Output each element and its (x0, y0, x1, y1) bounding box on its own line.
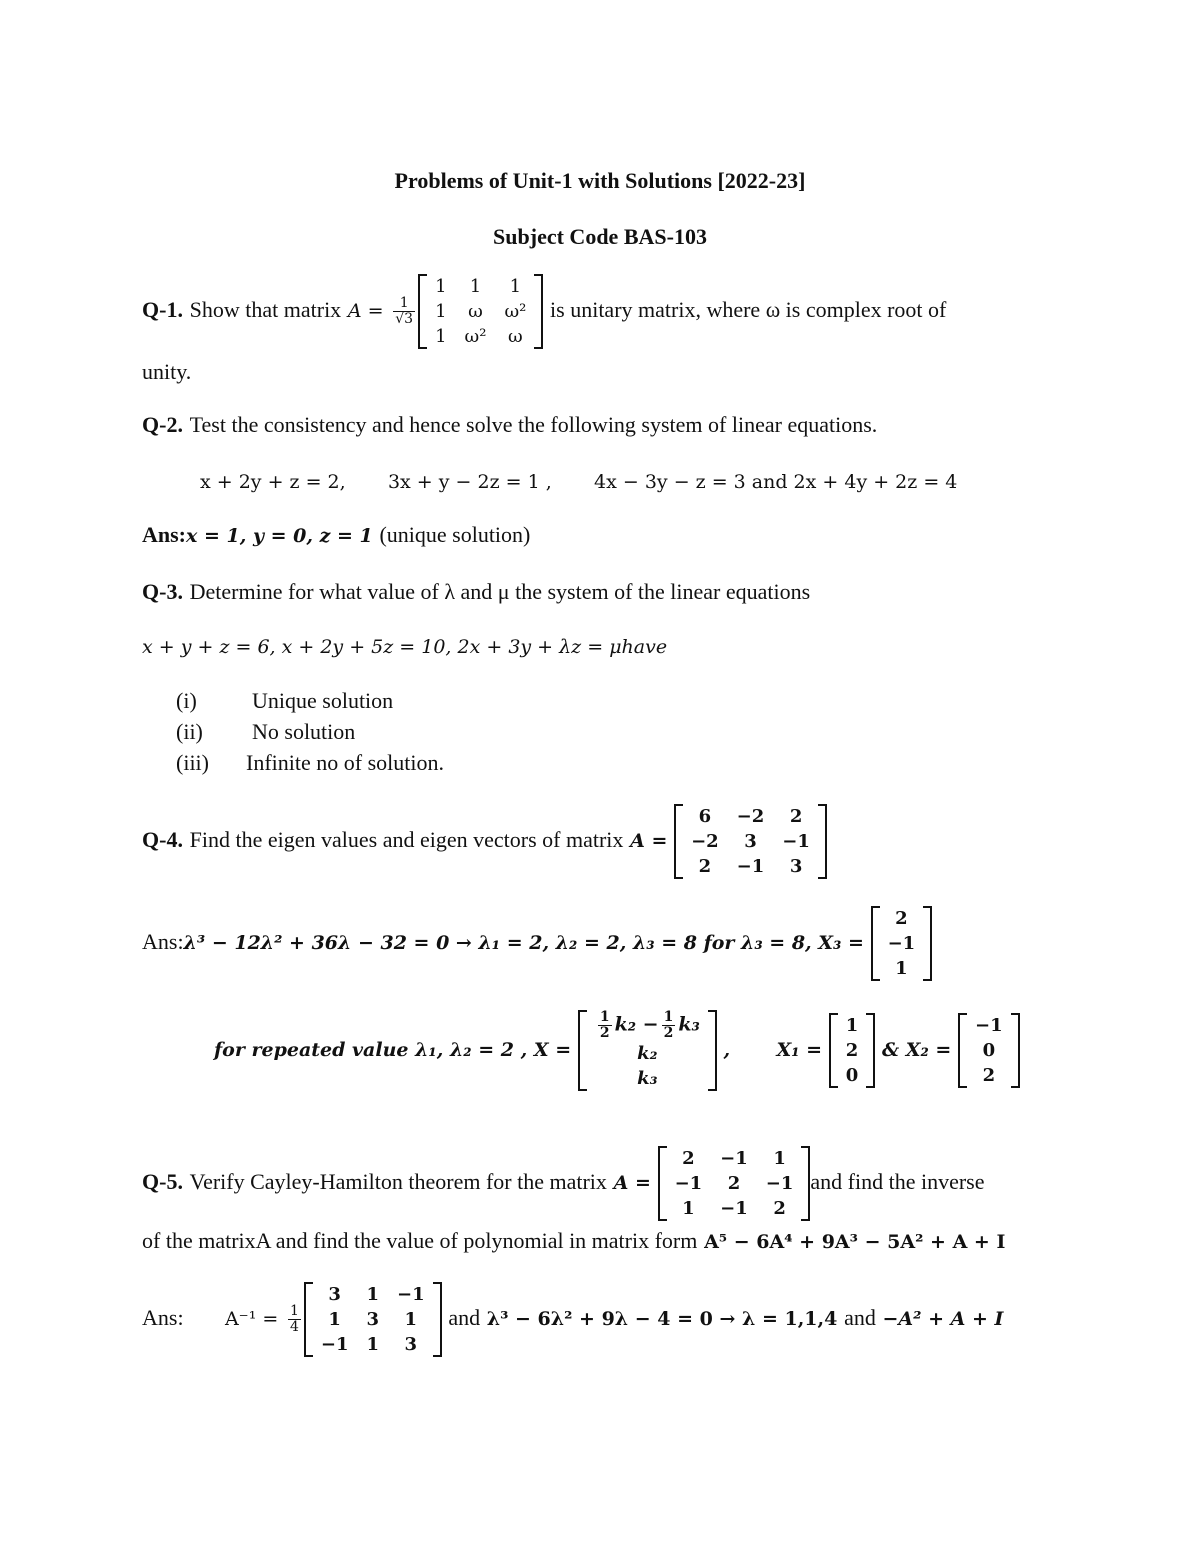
q4-repeated-text: for repeated value λ₁, λ₂ = 2 , X = (214, 1039, 572, 1061)
q4-repeated (214, 1010, 1020, 1091)
question-3 (142, 579, 810, 605)
q2-answer (142, 522, 530, 549)
q2-ans-math: x = 1, y = 0, z = 1 (186, 525, 373, 547)
q2-ans-label: Ans: (142, 522, 187, 547)
subject-code: Subject Code BAS-103 (493, 224, 707, 249)
q3-option-3-text: Infinite no of solution. (246, 750, 444, 775)
q2-equations: x + 2y + z = 2, 3x + y − 2z = 1 , 4x − 3y − z = 3 and 2x + 4y + 2z = 4 (200, 471, 958, 493)
q3-text: Determine for what value of λ and μ the system of the linear equations (189, 579, 811, 604)
q1-label: Q-1. (142, 297, 183, 322)
q3-option-2-num: (ii) (176, 719, 203, 744)
question-4 (142, 804, 827, 879)
q5-ans-and: and (448, 1305, 481, 1330)
q5-ans-equation: λ³ − 6λ² + 9λ − 4 = 0 → λ = 1,1,4 (486, 1308, 838, 1330)
q4-matrix: 6 −2 2 −2 3 −1 2 −1 3 (674, 804, 827, 879)
q1-factor: $\frac{1}{√3}$ (395, 295, 414, 327)
q5-polynomial-line (142, 1228, 1005, 1255)
q1-text-c: unity. (142, 359, 192, 384)
q2-text: Test the consistency and hence solve the following system of linear equations. (189, 412, 878, 437)
question-5 (142, 1146, 985, 1221)
q3-equations: x + y + z = 6, x + 2y + 5z = 10, 2x + 3y + λz = μhave (142, 636, 668, 658)
q5-text-c: of the matrixA and find the value of polynomial in matrix form (142, 1228, 698, 1253)
q3-option-2-text: No solution (252, 719, 356, 744)
q4-x-general-vector: $\frac{1}{2}$ k₂ − $\frac{1}{2}$ k₃ k₂ k₃ (578, 1010, 717, 1091)
q5-inverse-matrix: 3 1 −1 1 3 1 −1 1 3 (304, 1282, 442, 1357)
q5-matrix: 2 −1 1 −1 2 −1 1 −1 2 (658, 1146, 811, 1221)
q3-option-1-num: (i) (176, 688, 197, 713)
q5-inverse-name: A⁻¹ = (224, 1308, 279, 1330)
q3-option-1-text: Unique solution (252, 688, 394, 713)
q4-x1-vector: 1 2 0 (829, 1013, 876, 1088)
q4-label: Q-4. (142, 827, 183, 852)
q3-option-3-num: (iii) (176, 750, 209, 775)
q5-text-a: Verify Cayley-Hamilton theorem for the matrix (189, 1169, 607, 1194)
q5-ans-final: −A² + A + I (882, 1308, 1004, 1330)
q4-ans-label: Ans: (142, 929, 184, 954)
q1-matrix-name: A = (347, 300, 384, 322)
q4-x1-label: , X₁ = (723, 1039, 823, 1061)
question-2 (142, 412, 877, 438)
q4-x3-vector: 2 −1 1 (871, 906, 933, 981)
q1-text-b: is unitary matrix, where ω is complex root of (550, 297, 947, 322)
q3-label: Q-3. (142, 579, 183, 604)
q5-ans-and-2: and (844, 1305, 876, 1330)
q5-inverse-factor: $\frac{1}{4}$ (289, 1303, 299, 1335)
q4-matrix-name: A = (630, 830, 668, 852)
q4-x2-vector: −1 0 2 (958, 1013, 1020, 1088)
q5-ans-label: Ans: (142, 1305, 184, 1330)
q5-text-b: and find the inverse (810, 1169, 985, 1194)
q5-answer (142, 1282, 1003, 1357)
q4-answer (142, 906, 932, 981)
q5-label: Q-5. (142, 1169, 183, 1194)
q4-ans-text: λ³ − 12λ² + 36λ − 32 = 0 → λ₁ = 2, λ₂ = 2, λ₃ = 8 for λ₃ = 8, X₃ = (183, 932, 864, 954)
q1-text-a: Show that matrix (189, 297, 342, 322)
q2-label: Q-2. (142, 412, 183, 437)
question-1 (142, 274, 946, 349)
q1-matrix: 1 1 1 1 ω ω² 1 ω² ω (418, 274, 543, 349)
q5-matrix-name: A = (613, 1172, 651, 1194)
page-title: Problems of Unit-1 with Solutions [2022-23] (394, 168, 806, 193)
q2-ans-note: (unique solution) (379, 522, 531, 547)
q4-text: Find the eigen values and eigen vectors of matrix (189, 827, 624, 852)
q4-x2-label: & X₂ = (881, 1039, 952, 1061)
q5-polynomial: A⁵ − 6A⁴ + 9A³ − 5A² + A + I (704, 1231, 1006, 1253)
